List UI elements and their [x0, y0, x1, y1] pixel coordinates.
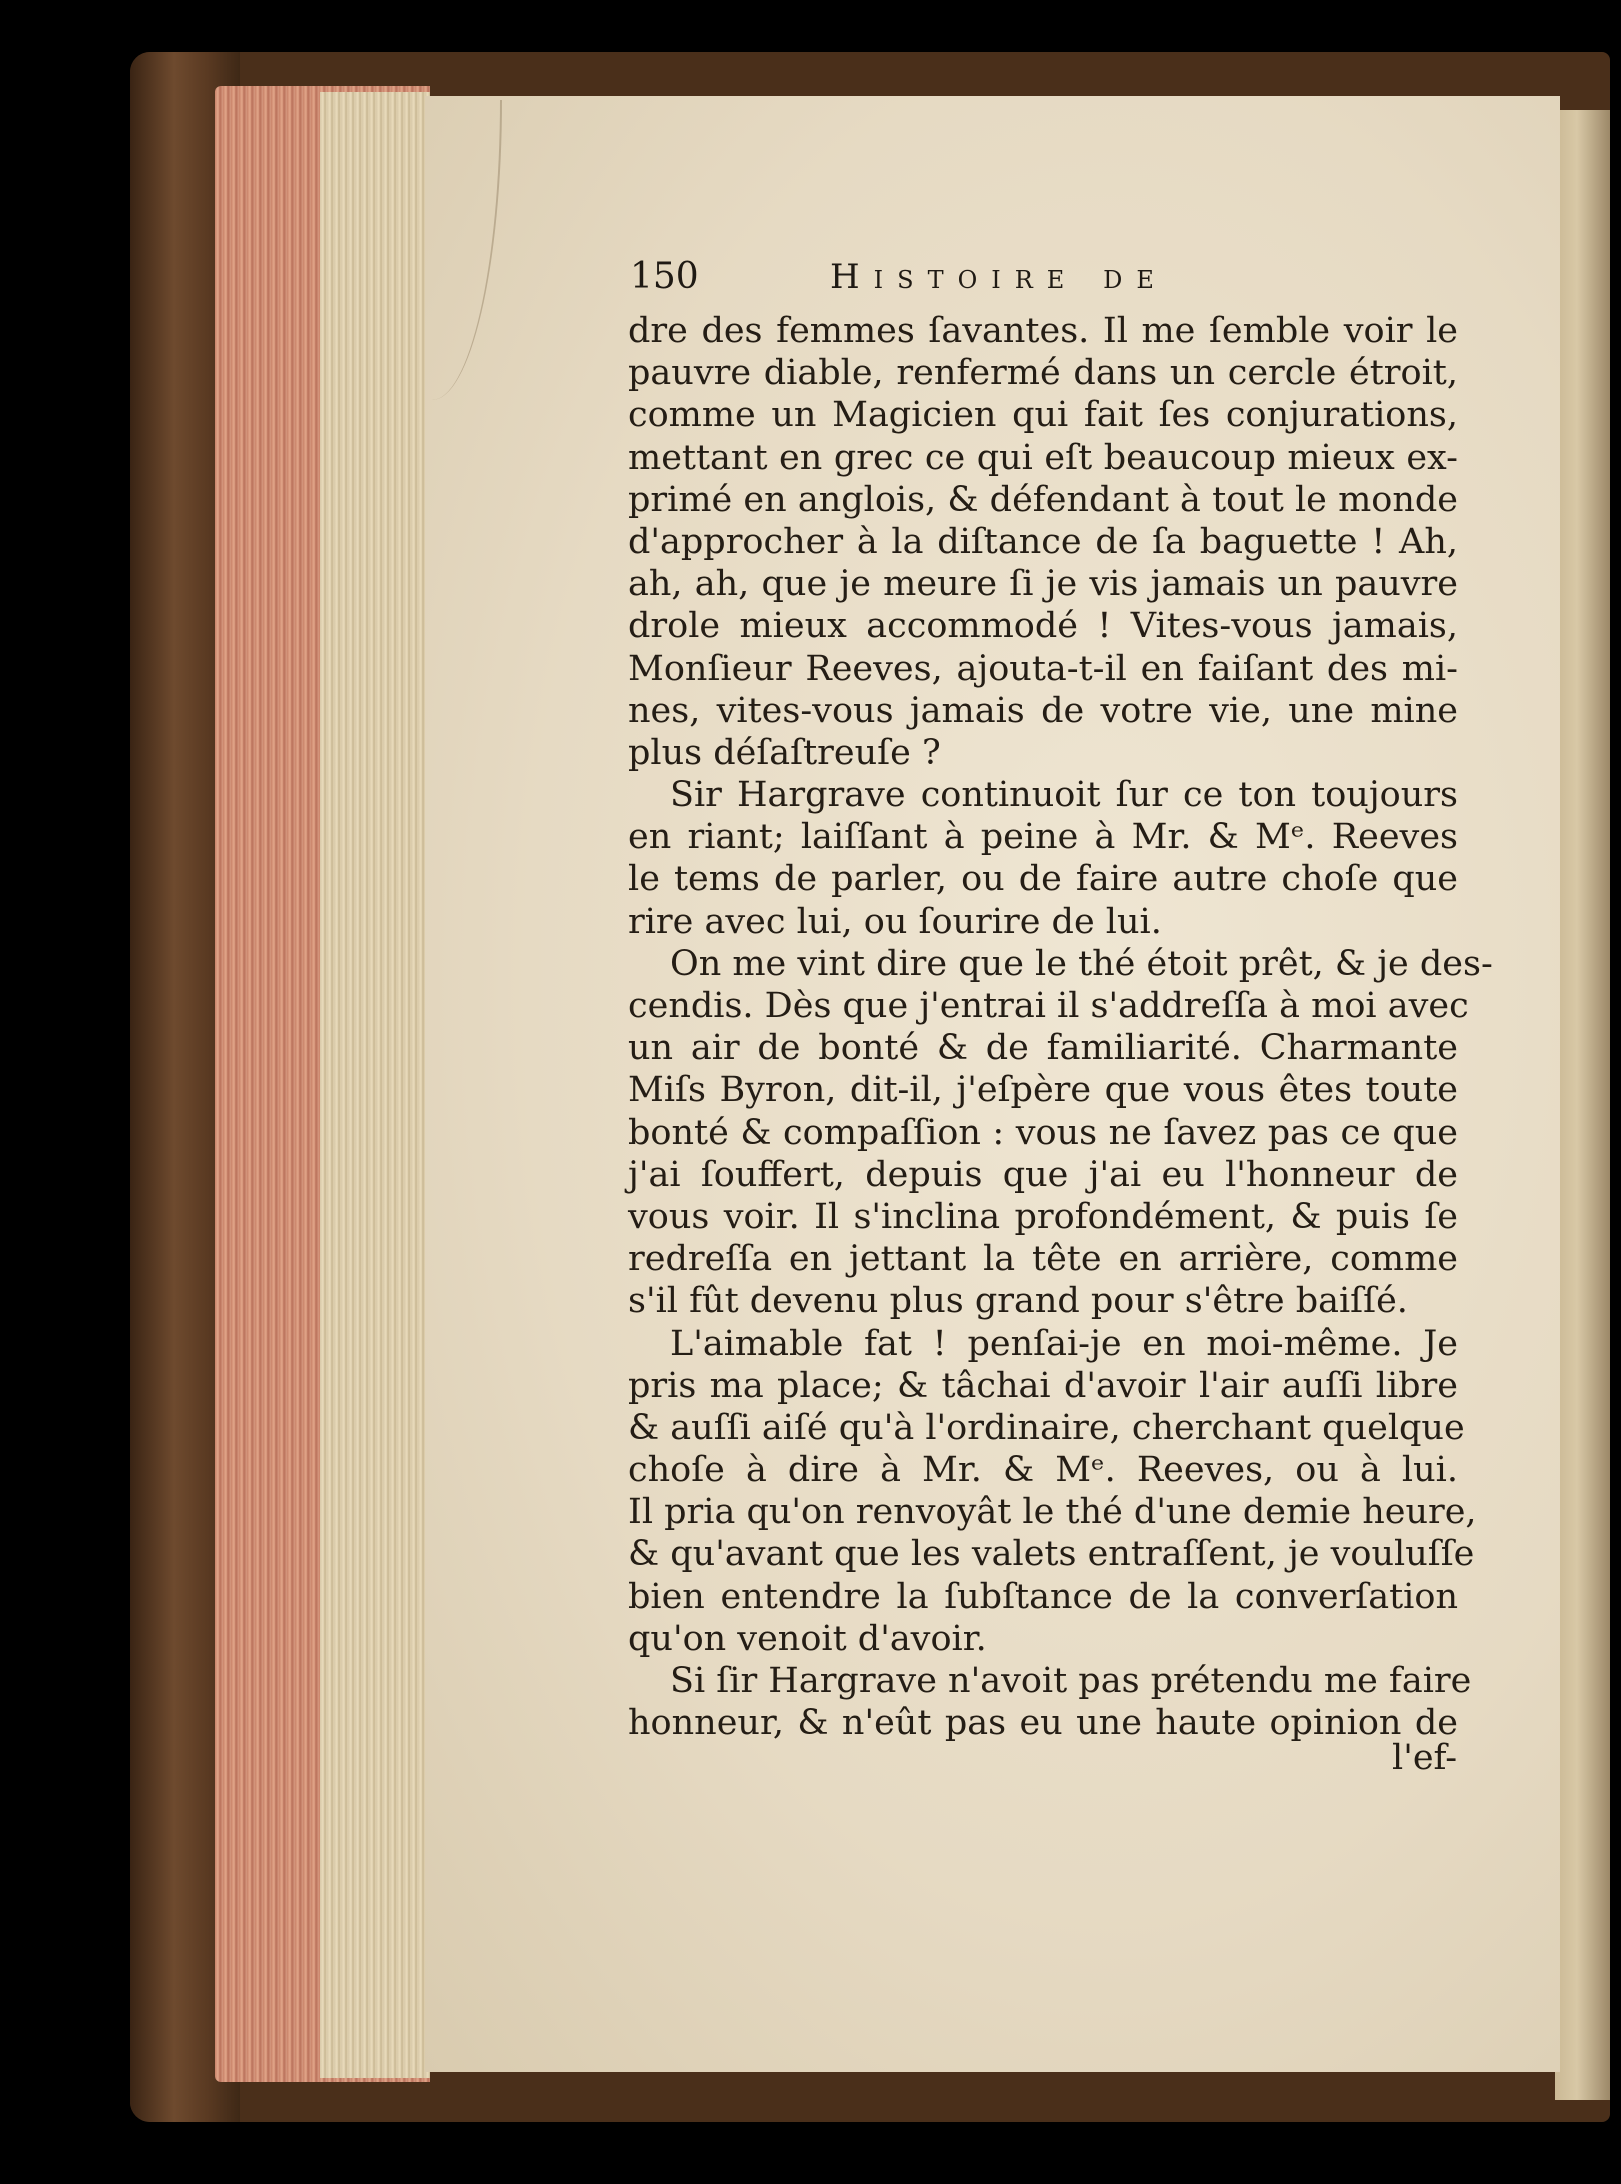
- text-line: primé en anglois, & défendant à tout le monde: [628, 479, 1458, 520]
- text-line: rire avec lui, ou ſourire de lui.: [628, 901, 1162, 942]
- text-line: Monſieur Reeves, ajouta-t-il en faiſant des mi-: [628, 648, 1458, 689]
- text-line: ah, ah, que je meure ſi je vis jamais un pauvre: [628, 564, 1458, 605]
- text-line: & qu'avant que les valets entraſſent, je vouluſſe: [628, 1534, 1475, 1575]
- text-line: On me vint dire que le thé étoit prêt, & je des-: [670, 943, 1493, 984]
- text-line: un air de bonté & de familiarité. Charmante: [628, 1028, 1458, 1069]
- text-line: Miſs Byron, dit-il, j'eſpère que vous êtes toute: [628, 1070, 1458, 1111]
- catchword: l'ef-: [1392, 1738, 1458, 1778]
- running-head: [630, 252, 1440, 302]
- text-line: Si ſir Hargrave n'avoit pas prétendu me faire: [670, 1661, 1472, 1701]
- text-line: nes, vites-vous jamais de votre vie, une mine: [628, 690, 1458, 731]
- text-line: comme un Magicien qui fait ſes conjurations,: [628, 395, 1458, 436]
- text-line: dre des femmes ſavantes. Il me ſemble voir le: [628, 311, 1458, 351]
- text-line: s'il fût devenu plus grand pour s'être baiſſé.: [628, 1281, 1408, 1322]
- text-line: le tems de parler, ou de faire autre choſe que: [628, 859, 1458, 900]
- text-line: Sir Hargrave continuoit ſur ce ton toujours: [670, 775, 1458, 816]
- text-line: plus déſaſtreuſe ?: [628, 732, 941, 773]
- text-line: drole mieux accommodé ! Vites-vous jamais,: [628, 606, 1458, 647]
- text-line: mettant en grec ce qui eſt beaucoup mieux ex-: [628, 437, 1458, 478]
- text-line: bien entendre la ſubſtance de la converſation: [628, 1576, 1458, 1617]
- text-line: & auſſi aiſé qu'à l'ordinaire, cherchant quelque: [628, 1407, 1465, 1448]
- text-line: cendis. Dès que j'entrai il s'addreſſa à moi avec: [628, 986, 1469, 1026]
- text-line: qu'on venoit d'avoir.: [628, 1618, 987, 1659]
- text-line: Il pria qu'on renvoyât le thé d'une demie heure,: [628, 1492, 1477, 1533]
- page-number: 150: [630, 256, 699, 297]
- text-line: pauvre diable, renfermé dans un cercle étroit,: [628, 353, 1458, 394]
- text-line: pris ma place; & tâchai d'avoir l'air auſſi libre: [628, 1365, 1458, 1406]
- body-text: [628, 310, 1493, 1744]
- text-line: en riant; laiſſant à peine à Mr. & Mᵉ. Reeves: [628, 817, 1458, 858]
- text-line: L'aimable fat ! penſai-je en moi-même. Je: [670, 1323, 1458, 1364]
- facing-page-edge: [1555, 110, 1610, 2100]
- text-line: d'approcher à la diſtance de ſa baguette ! Ah,: [628, 521, 1458, 562]
- text-line: bonté & compaſſion : vous ne ſavez pas ce que: [628, 1112, 1458, 1153]
- page-edges-stack: [320, 92, 430, 2078]
- text-line: redreſſa en jettant la tête en arrière, comme: [628, 1239, 1458, 1280]
- text-line: vous voir. Il s'inclina profondément, & puis ſe: [628, 1196, 1458, 1237]
- text-line: choſe à dire à Mr. & Mᵉ. Reeves, ou à lui.: [628, 1450, 1458, 1491]
- header-title: Histoire de: [830, 257, 1168, 297]
- text-line: j'ai ſouffert, depuis que j'ai eu l'honneur de: [628, 1154, 1458, 1195]
- text-line: honneur, & n'eût pas eu une haute opinion de: [628, 1703, 1458, 1744]
